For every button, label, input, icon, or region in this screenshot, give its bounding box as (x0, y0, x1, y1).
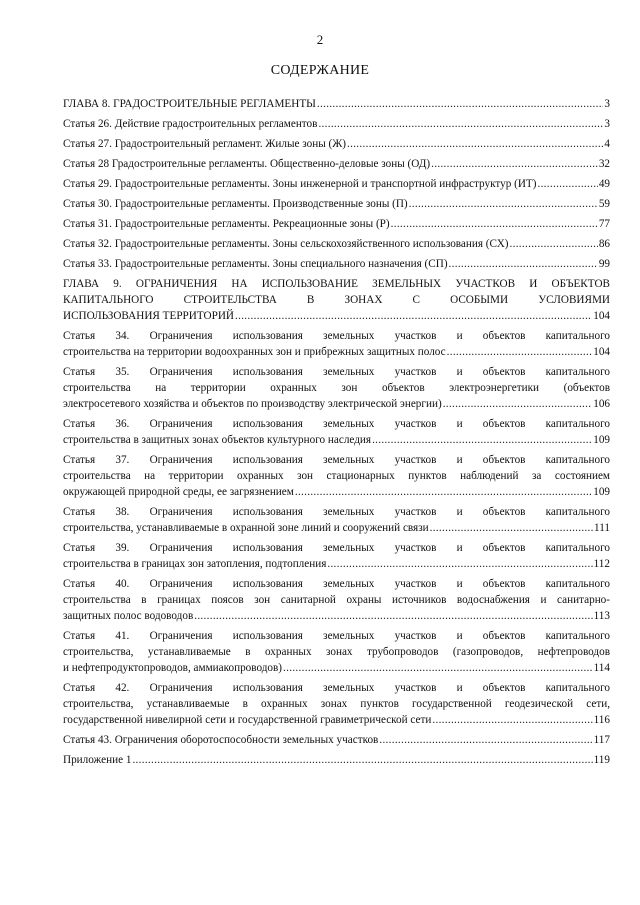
dot-leader (432, 712, 592, 728)
toc-entry-line: строительства, устанавливаемые в охранных зонах трубопроводов (газопроводов, нефтепроводов (63, 646, 610, 658)
toc-entry[interactable] (63, 136, 610, 152)
toc-entry-title: Статья 29. Градостроительные регламенты. Зоны инженерной и транспортной инфраструктур (ИТ) (63, 178, 537, 190)
toc-entry-last-line (63, 432, 610, 448)
toc-entry-page: 32 (598, 158, 610, 170)
toc-entry-page: 112 (593, 558, 610, 570)
toc-entry-title: ИСПОЛЬЗОВАНИЯ ТЕРРИТОРИЙ (63, 310, 235, 322)
toc-entry-title: государственной нивелирной сети и государственной гравиметрической сети (63, 714, 432, 726)
toc-entry-title: окружающей природной среды, ее загрязнением (63, 486, 294, 498)
dot-leader (372, 432, 592, 448)
dot-leader (449, 256, 598, 272)
toc-entry-last-line (63, 520, 610, 536)
toc-entry-line: Статья 39. Ограничения использования земельных участков и объектов капитального (63, 542, 610, 554)
dot-leader (295, 484, 592, 500)
toc-entry-line: Статья 35. Ограничения использования земельных участков и объектов капитального (63, 366, 610, 378)
toc-entry-title: Статья 33. Градостроительные регламенты. Зоны специального назначения (СП) (63, 258, 448, 270)
table-of-contents (63, 96, 610, 772)
toc-entry-line: строительства, устанавливаемые в охранных зонах пунктов государственной геодезической сети, (63, 698, 610, 710)
toc-entry[interactable] (63, 576, 610, 624)
toc-entry-title: строительства, устанавливаемые в охранной зоне линий и сооружений связи (63, 522, 429, 534)
toc-entry-title: строительства на территории водоохранных зон и прибрежных защитных полос (63, 346, 446, 358)
toc-entry-last-line (63, 484, 610, 500)
toc-entry-title: и нефтепродуктопроводов, аммиакопроводов) (63, 662, 283, 674)
toc-entry[interactable] (63, 504, 610, 536)
toc-entry[interactable] (63, 196, 610, 212)
dot-leader (443, 396, 593, 412)
toc-entry[interactable] (63, 364, 610, 412)
toc-entry-page: 86 (598, 238, 610, 250)
toc-entry-page: 49 (598, 178, 610, 190)
page-title: СОДЕРЖАНИЕ (270, 63, 370, 78)
toc-entry-last-line (63, 608, 610, 624)
toc-entry-title: строительства в защитных зонах объектов культурного наследия (63, 434, 372, 446)
dot-leader (235, 308, 592, 324)
toc-entry-line: Статья 34. Ограничения использования земельных участков и объектов капитального (63, 330, 610, 342)
toc-entry-title: электросетевого хозяйства и объектов по производству электрической энергии) (63, 398, 442, 410)
dot-leader (283, 660, 593, 676)
toc-entry-page: 109 (593, 434, 610, 446)
toc-entry-page: 99 (598, 258, 610, 270)
dot-leader (409, 196, 598, 212)
toc-entry-page: 106 (593, 398, 610, 410)
toc-entry-page: 119 (593, 754, 610, 766)
toc-entry[interactable] (63, 96, 610, 112)
dot-leader (379, 732, 592, 748)
toc-entry-title: ГЛАВА 8. ГРАДОСТРОИТЕЛЬНЫЕ РЕГЛАМЕНТЫ (63, 98, 316, 110)
toc-entry-line: Статья 41. Ограничения использования земельных участков и объектов капитального (63, 630, 610, 642)
toc-entry-last-line (63, 712, 610, 728)
toc-entry-title: Статья 31. Градостроительные регламенты. Рекреационные зоны (Р) (63, 218, 390, 230)
toc-entry[interactable] (63, 540, 610, 572)
dot-leader (327, 556, 592, 572)
toc-entry-line: Статья 37. Ограничения использования земельных участков и объектов капитального (63, 454, 610, 466)
toc-entry[interactable] (63, 256, 610, 272)
toc-entry-line: Статья 38. Ограничения использования земельных участков и объектов капитального (63, 506, 610, 518)
page-number: 2 (316, 32, 324, 47)
toc-entry-page: 3 (604, 98, 610, 110)
toc-entry-last-line (63, 308, 610, 324)
toc-entry-page: 3 (604, 118, 610, 130)
toc-entry-line: строительства на территории охранных зон стационарных пунктов наблюдений за состоянием (63, 470, 610, 482)
toc-entry-title: Статья 30. Градостроительные регламенты. Производственные зоны (П) (63, 198, 408, 210)
dot-leader (537, 176, 597, 192)
toc-entry[interactable] (63, 416, 610, 448)
toc-entry-line: КАПИТАЛЬНОГО СТРОИТЕЛЬСТВА В ЗОНАХ С ОСОБЫМИ УСЛОВИЯМИ (63, 294, 610, 306)
toc-entry-title: Статья 43. Ограничения оборотоспособности земельных участков (63, 734, 379, 746)
toc-entry-page: 104 (593, 310, 610, 322)
toc-entry-page: 104 (593, 346, 610, 358)
toc-entry-title: Статья 27. Градостроительный регламент. Жилые зоны (Ж) (63, 138, 347, 150)
toc-entry-title: Статья 28 Градостроительные регламенты. Общественно-деловые зоны (ОД) (63, 158, 431, 170)
toc-entry-title: защитных полос водоводов (63, 610, 194, 622)
toc-entry-title: Статья 26. Действие градостроительных регламентов (63, 118, 318, 130)
toc-entry-page: 4 (604, 138, 610, 150)
dot-leader (132, 752, 592, 768)
dot-leader (317, 96, 604, 112)
dot-leader (318, 116, 603, 132)
toc-entry[interactable] (63, 628, 610, 676)
dot-leader (510, 236, 598, 252)
toc-entry-page: 116 (593, 714, 610, 726)
toc-entry-page: 111 (594, 522, 610, 534)
toc-entry-line: ГЛАВА 9. ОГРАНИЧЕНИЯ НА ИСПОЛЬЗОВАНИЕ ЗЕМЕЛЬНЫХ УЧАСТКОВ И ОБЪЕКТОВ (63, 278, 610, 290)
toc-entry-title: строительства в границах зон затопления, подтопления (63, 558, 327, 570)
toc-entry[interactable] (63, 328, 610, 360)
dot-leader (194, 608, 592, 624)
toc-entry-page: 114 (593, 662, 610, 674)
toc-entry-last-line (63, 344, 610, 360)
toc-entry-line: строительства в границах поясов зон санитарной охраны источников водоснабжения и санитарно- (63, 594, 610, 606)
toc-entry-page: 113 (593, 610, 610, 622)
toc-entry[interactable] (63, 680, 610, 728)
toc-entry[interactable] (63, 752, 610, 768)
dot-leader (447, 344, 593, 360)
dot-leader (391, 216, 598, 232)
dot-leader (430, 520, 593, 536)
toc-entry-title: Статья 32. Градостроительные регламенты. Зоны сельскохозяйственного использования (СХ) (63, 238, 509, 250)
toc-entry[interactable] (63, 276, 610, 324)
toc-entry[interactable] (63, 236, 610, 252)
toc-entry[interactable] (63, 216, 610, 232)
toc-entry-last-line (63, 660, 610, 676)
dot-leader (431, 156, 598, 172)
toc-entry[interactable] (63, 732, 610, 748)
toc-entry-line: Статья 36. Ограничения использования земельных участков и объектов капитального (63, 418, 610, 430)
toc-entry-line: Статья 42. Ограничения использования земельных участков и объектов капитального (63, 682, 610, 694)
toc-entry[interactable] (63, 156, 610, 172)
toc-entry-last-line (63, 556, 610, 572)
toc-entry-page: 59 (598, 198, 610, 210)
toc-entry-page: 117 (593, 734, 610, 746)
toc-entry[interactable] (63, 176, 610, 192)
dot-leader (347, 136, 603, 152)
toc-entry-page: 109 (593, 486, 610, 498)
toc-entry-page: 77 (598, 218, 610, 230)
toc-entry[interactable] (63, 452, 610, 500)
toc-entry-line: Статья 40. Ограничения использования земельных участков и объектов капитального (63, 578, 610, 590)
toc-entry-last-line (63, 396, 610, 412)
toc-entry[interactable] (63, 116, 610, 132)
toc-entry-title: Приложение 1 (63, 754, 132, 766)
toc-entry-line: строительства на территории охранных зон объектов электроэнергетики (объектов (63, 382, 610, 394)
